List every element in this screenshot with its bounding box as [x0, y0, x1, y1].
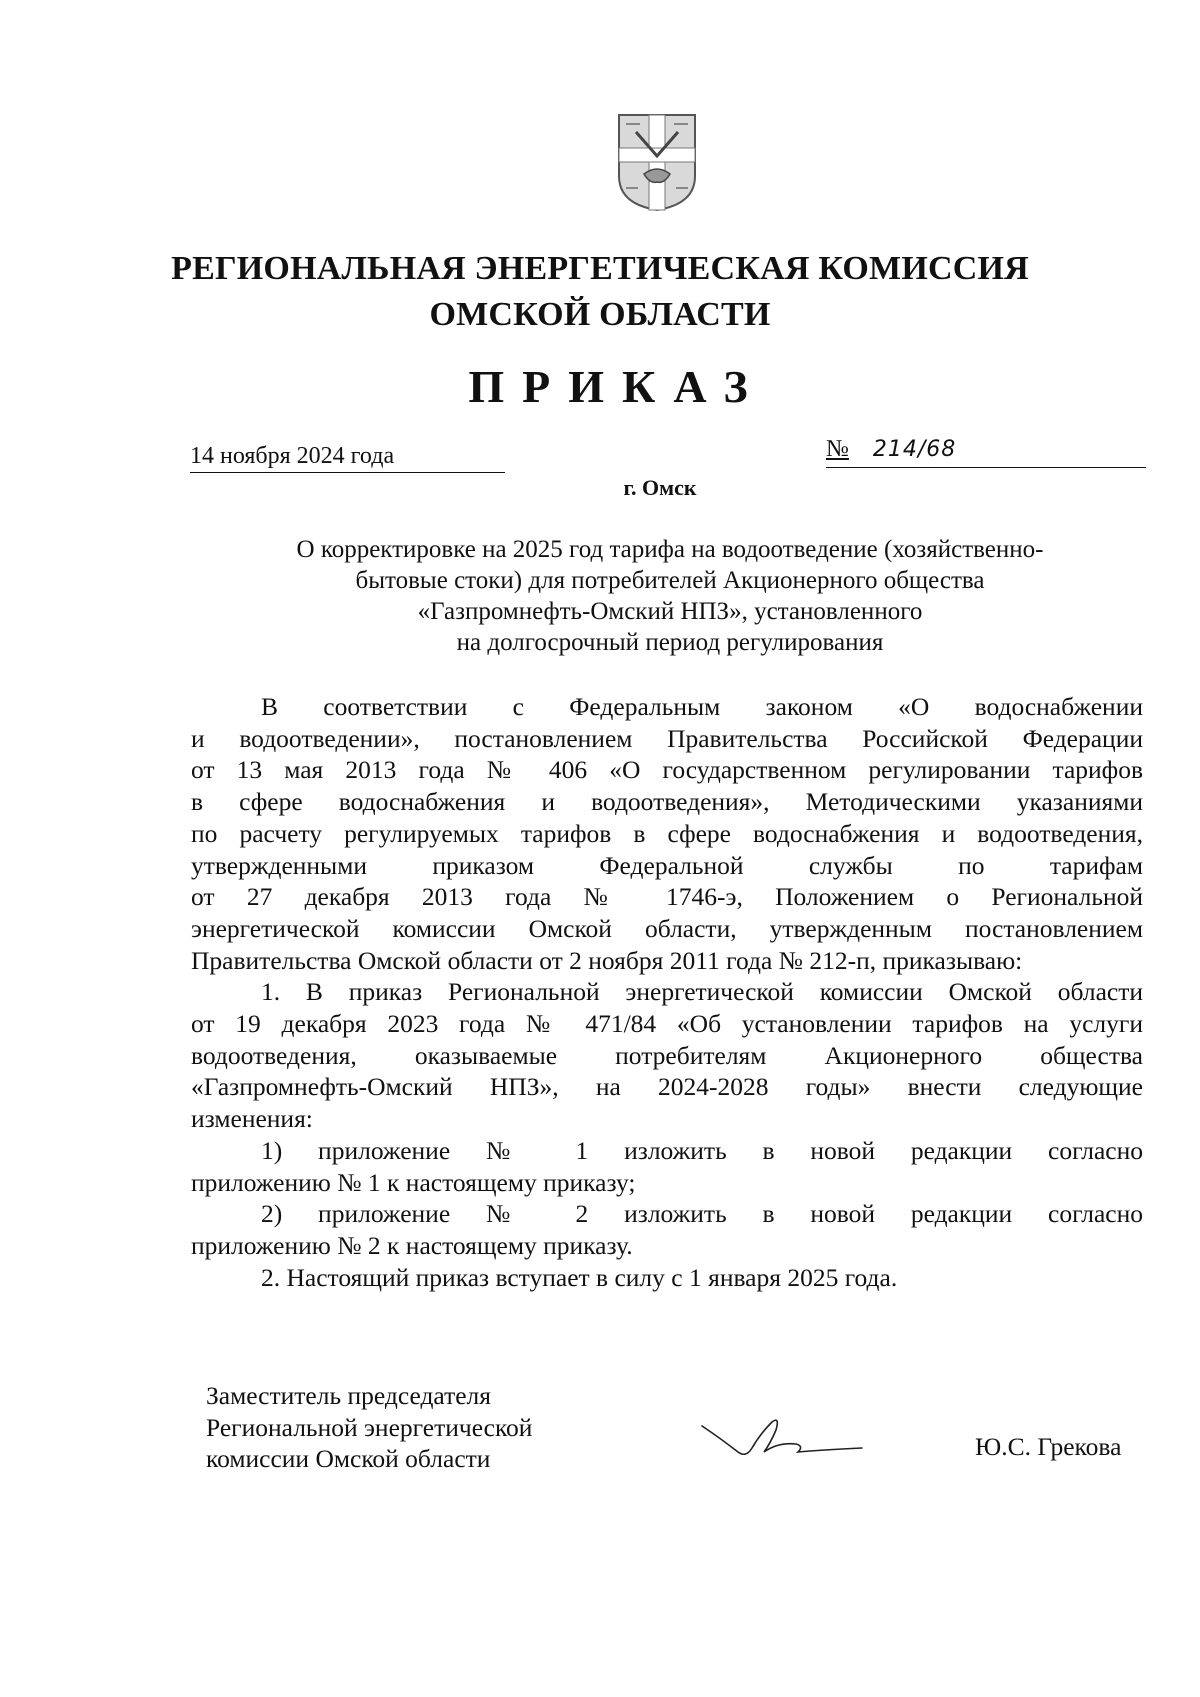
body-line: 2) приложение № 2 изложить в новой редакции согласно [261, 1199, 1143, 1229]
body-line: в сфере водоснабжения и водоотведения», Методическими указаниями [191, 787, 1143, 817]
subject-line: «Газпромнефть-Омский НПЗ», установленного [417, 598, 923, 625]
subject-line: бытовые стоки) для потребителей Акционерного общества [355, 567, 985, 594]
body-line: приложению № 2 к настоящему приказу. [191, 1230, 633, 1260]
organization-name-line-1: РЕГИОНАЛЬНАЯ ЭНЕРГЕТИЧЕСКАЯ КОМИССИЯ [171, 250, 1029, 287]
organization-name-line-2: ОМСКОЙ ОБЛАСТИ [429, 296, 771, 333]
order-number-field [826, 436, 1146, 468]
order-number: 214/68 [872, 437, 957, 462]
subject-line: О корректировке на 2025 год тарифа на водоотведение (хозяйственно- [296, 536, 1044, 563]
handwritten-signature [700, 1408, 865, 1468]
document-type-title: ПРИКАЗ [468, 361, 766, 412]
body-line: водоотведения, оказываемые потребителям Акционерного общества [191, 1040, 1143, 1070]
body-line: по расчету регулируемых тарифов в сфере водоснабжения и водоотведения, [191, 818, 1143, 848]
body-line: В соответствии с Федеральным законом «О водоснабжении [261, 692, 1143, 721]
coat-of-arms-emblem [616, 112, 698, 212]
body-line: энергетической комиссии Омской области, утвержденным постановлением [191, 913, 1143, 943]
signatory-title [206, 1380, 532, 1475]
body-line: «Газпромнефть-Омский НПЗ», на 2024-2028 годы» внести следующие [191, 1072, 1143, 1102]
body-line: 1. В приказ Региональной энергетической комиссии Омской области [261, 977, 1143, 1007]
signatory-name: Ю.С. Грекова [975, 1432, 1122, 1461]
body-line: от 27 декабря 2013 года № 1746-э, Положением о Региональной [191, 882, 1143, 912]
body-line: изменения: [191, 1104, 313, 1134]
signatory-title-line: Региональной энергетической [206, 1412, 533, 1442]
city: г. Омск [623, 475, 697, 500]
order-subject [230, 534, 1110, 658]
number-sign: № [826, 436, 849, 462]
body-line: Правительства Омской области от 2 ноября 2011 года № 212-п, приказываю: [191, 945, 1023, 975]
signatory-title-line: Заместитель председателя [206, 1381, 491, 1410]
body-line: от 13 мая 2013 года № 406 «О государственном регулировании тарифов [191, 755, 1143, 785]
order-body [191, 691, 1143, 1293]
subject-line: на долгосрочный период регулирования [456, 629, 884, 656]
body-line: от 19 декабря 2023 года № 471/84 «Об установлении тарифов на услуги [191, 1009, 1143, 1039]
body-line: 1) приложение № 1 изложить в новой редакции согласно [261, 1135, 1143, 1165]
body-line: 2. Настоящий приказ вступает в силу с 1 января 2025 года. [261, 1262, 898, 1292]
body-line: утвержденными приказом Федеральной службы по тарифам [191, 850, 1143, 880]
body-line: приложению № 1 к настоящему приказу; [191, 1167, 636, 1197]
order-date: 14 ноября 2024 года [190, 443, 505, 473]
signatory-title-line: комиссии Омской области [206, 1444, 491, 1473]
body-line: и водоотведении», постановлением Правительства Российской Федерации [191, 723, 1143, 753]
